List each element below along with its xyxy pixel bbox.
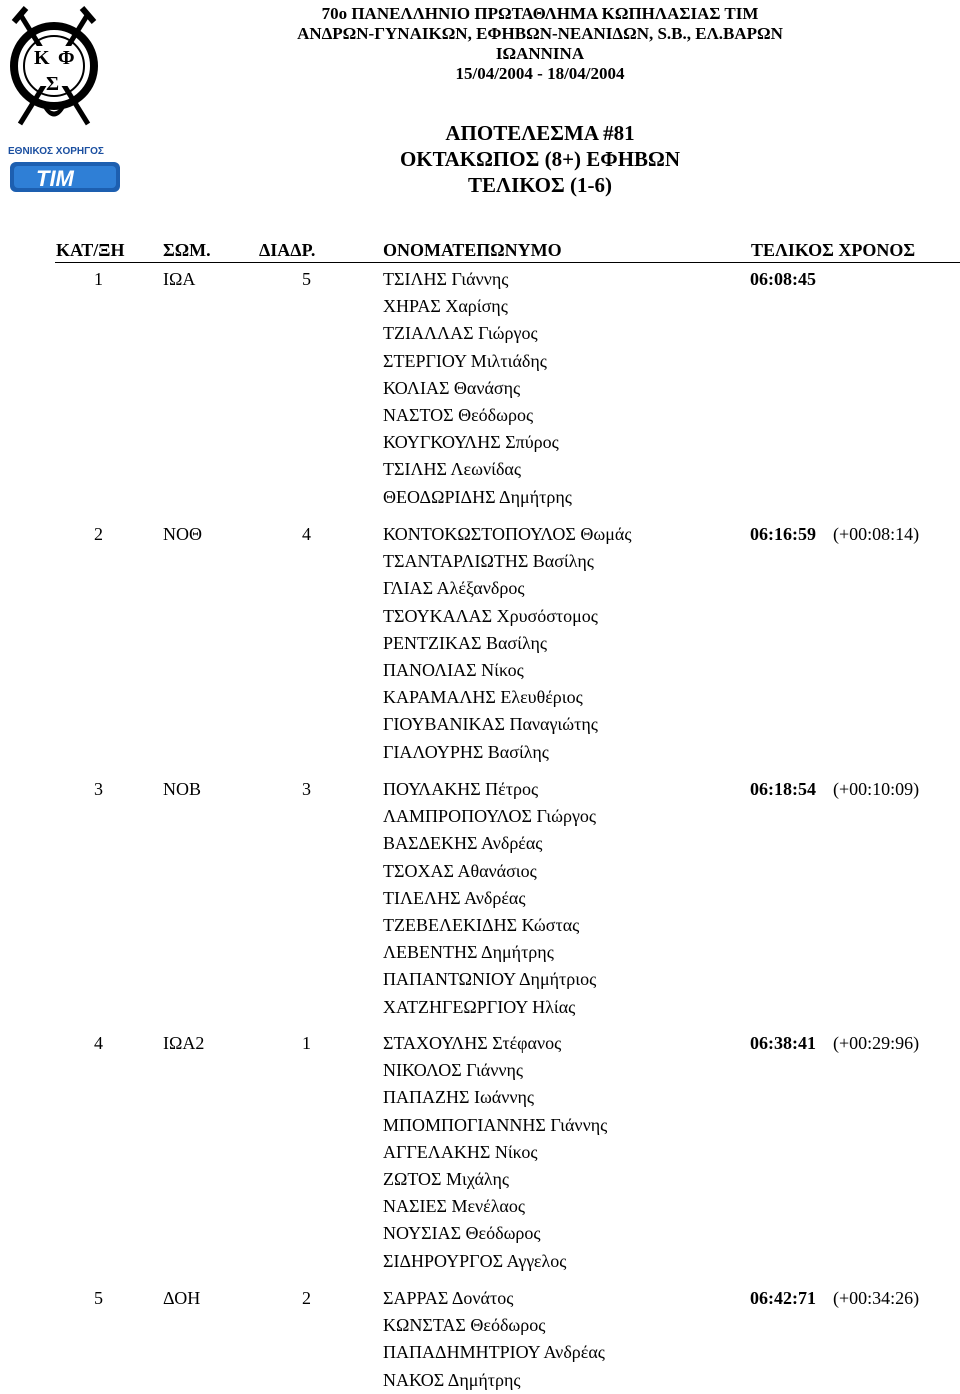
club: ΙΩΑ [163,269,196,289]
lane: 1 [302,1033,311,1053]
rank: 5 [94,1288,103,1308]
col-club: ΣΩΜ. [163,240,211,260]
crew-member: ΖΩΤΟΣ Μιχάλης [383,1168,509,1189]
logo-letter-sigma: Σ [46,73,60,95]
club: ΙΩΑ2 [163,1033,205,1053]
crew-member: ΓΙΟΥΒΑΝΙΚΑΣ Παναγιώτης [383,714,598,735]
club: ΔΟΗ [163,1288,201,1308]
final-time: 06:08:45 [750,269,816,289]
crew-member: ΤΣΑΝΤΑΡΛΙΩΤΗΣ Βασίλης [383,551,594,572]
crew-list [383,776,596,1021]
crew-member: ΤΣΙΛΗΣ Λεωνίδας [383,459,521,480]
logo-brand: TIM [36,166,74,191]
crew-member: ΜΠΟΜΠΟΓΙΑΝΝΗΣ Γιάννης [383,1114,608,1135]
time-difference: (+00:34:26) [833,1288,920,1308]
club: ΝΟΘ [163,524,202,544]
rank: 2 [94,524,103,544]
crew-member: ΤΙΛΕΛΗΣ Ανδρέας [383,887,526,908]
lane: 5 [302,269,311,289]
crew-member: ΧΗΡΑΣ Χαρίσης [383,296,508,317]
crew-member: ΝΑΣΙΕΣ Μενέλαος [383,1196,525,1217]
event-name: ΟΚΤΑΚΩΠΟΣ (8+) ΕΦΗΒΩΝ [399,147,681,171]
lane: 3 [302,779,311,799]
crew-member: ΣΙΔΗΡΟΥΡΓΟΣ Αγγελος [383,1250,567,1271]
time-difference: (+00:08:14) [833,524,920,544]
crew-member: ΚΩΝΣΤΑΣ Θεόδωρος [383,1315,546,1336]
crew-member: ΠΑΠΑΝΤΩΝΙΟΥ Δημήτριος [383,969,597,990]
crew-member: ΤΣΟΥΚΑΛΑΣ Χρυσόστομος [383,605,598,626]
time-difference: (+00:29:96) [833,1033,920,1053]
crew-member: ΠΑΝΟΛΙΑΣ Νίκος [383,659,524,680]
crew-member: ΛΑΜΠΡΟΠΟΥΛΟΣ Γιώργος [383,806,597,827]
crew-member: ΤΣΙΛΗΣ Γιάννης [383,269,509,289]
club: ΝΟΒ [163,779,202,799]
crew-member: ΣΑΡΡΑΣ Δονάτος [383,1288,514,1308]
rank: 1 [94,269,103,289]
crew-member: ΘΕΟΔΩΡΙΔΗΣ Δημήτρης [383,486,572,507]
lane: 2 [302,1288,311,1308]
race-stage: ΤΕΛΙΚΟΣ (1-6) [468,173,612,197]
championship-categories: ΑΝΔΡΩΝ-ΓΥΝΑΙΚΩΝ, ΕΦΗΒΩΝ-ΝΕΑΝΙΔΩΝ, S.B., ΕΛ.ΒΑΡΩΝ [297,24,783,43]
crew-member: ΚΟΝΤΟΚΩΣΤΟΠΟΥΛΟΣ Θωμάς [383,524,632,544]
time-difference: (+00:10:09) [833,779,920,799]
championship-venue: ΙΩΑΝΝΙΝΑ [495,44,585,63]
crew-list [383,266,572,511]
crew-member: ΝΟΥΣΙΑΣ Θεόδωρος [383,1223,541,1244]
crew-member: ΑΓΓΕΛΑΚΗΣ Νίκος [383,1141,538,1162]
final-time: 06:16:59 [750,524,816,544]
crew-member: ΤΖΕΒΕΛΕΚΙΔΗΣ Κώστας [383,914,580,935]
crew-list [383,1030,607,1275]
race-header [0,120,960,198]
crew-member: ΓΙΑΛΟΥΡΗΣ Βασίλης [383,741,549,762]
crew-member: ΝΑΚΟΣ Δημήτρης [383,1369,521,1390]
result-number: ΑΠΟΤΕΛΕΣΜΑ #81 [445,121,635,145]
championship-dates: 15/04/2004 - 18/04/2004 [455,64,625,83]
col-time: ΤΕΛΙΚΟΣ ΧΡΟΝΟΣ [751,240,916,260]
crew-member: ΓΛΙΑΣ Αλέξανδρος [383,578,525,599]
rank: 4 [94,1033,103,1053]
championship-title: 70ο ΠΑΝΕΛΛΗΝΙΟ ΠΡΩΤΑΘΛΗΜΑ ΚΩΠΗΛΑΣΙΑΣ ΤΙΜ [321,4,759,23]
final-time: 06:18:54 [750,779,816,799]
crew-member: ΣΤΑΧΟΥΛΗΣ Στέφανος [383,1033,562,1053]
crew-list [383,521,631,766]
lane: 4 [302,524,311,544]
championship-header [0,4,960,84]
crew-member: ΛΕΒΕΝΤΗΣ Δημήτρης [383,942,554,963]
crew-member: ΧΑΤΖΗΓΕΩΡΓΙΟΥ Ηλίας [383,996,576,1017]
crew-member: ΠΑΠΑΔΗΜΗΤΡΙΟΥ Ανδρέας [383,1342,605,1363]
logo-letter-k: Κ [34,47,50,69]
crew-member: ΣΤΕΡΓΙΟΥ Μιλτιάδης [383,350,547,371]
crew-member: ΠΟΥΛΑΚΗΣ Πέτρος [383,779,539,799]
col-lane: ΔΙΑΔΡ. [259,240,316,260]
crew-member: ΚΑΡΑΜΑΛΗΣ Ελευθέριος [383,687,583,708]
final-time: 06:38:41 [750,1033,816,1053]
crew-member: ΠΑΠΑΖΗΣ Ιωάννης [383,1087,535,1108]
crew-member: ΤΣΟΧΑΣ Αθανάσιος [383,860,537,881]
crew-member: ΝΙΚΟΛΟΣ Γιάννης [383,1060,524,1081]
crew-list [383,1285,605,1394]
col-name: ΟΝΟΜΑΤΕΠΩΝΥΜΟ [383,240,562,260]
logo-sponsor-text: ΕΘΝΙΚΟΣ ΧΟΡΗΓΟΣ [8,146,104,157]
column-headers [0,240,960,262]
crew-member: ΤΖΙΑΛΛΑΣ Γιώργος [383,323,538,344]
crew-member: ΚΟΛΙΑΣ Θανάσης [383,377,521,398]
rank: 3 [94,779,103,799]
crew-member: ΡΕΝΤΖΙΚΑΣ Βασίλης [383,632,548,653]
col-rank: ΚΑΤ/ΞΗ [56,240,125,260]
header-rule [55,262,960,263]
logo-letter-phi: Φ [58,47,75,69]
crew-member: ΚΟΥΓΚΟΥΛΗΣ Σπύρος [383,432,559,453]
final-time: 06:42:71 [750,1288,816,1308]
crew-member: ΒΑΣΔΕΚΗΣ Ανδρέας [383,833,543,854]
crew-member: ΝΑΣΤΟΣ Θεόδωρος [383,404,534,425]
